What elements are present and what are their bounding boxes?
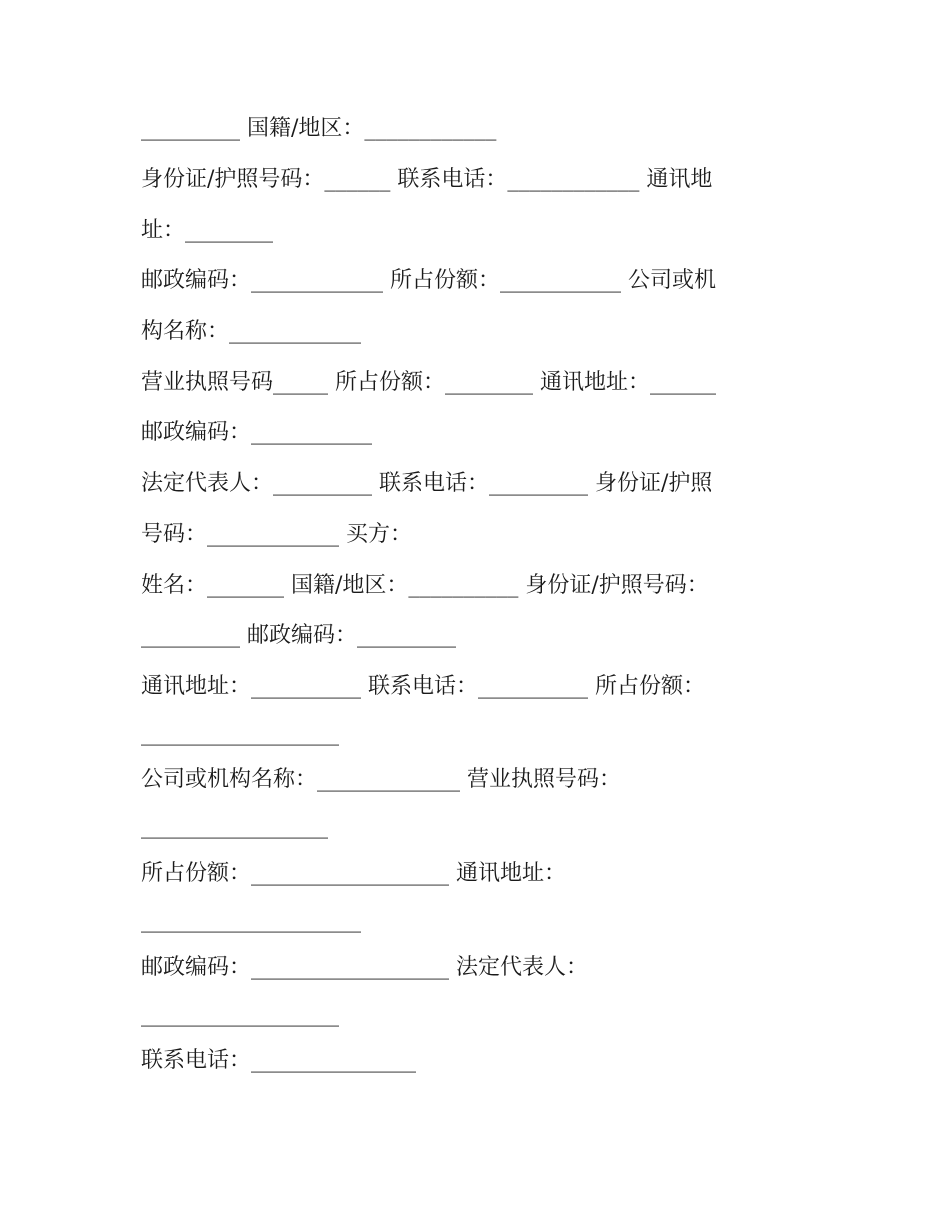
text-line: __________________	[141, 1002, 339, 1027]
text-line: _________ 邮政编码：_________	[141, 623, 456, 648]
text-line: 邮政编码：___________	[141, 420, 373, 445]
text-line: 址：________	[141, 218, 274, 243]
text-line: 邮政编码：____________ 所占份额：___________ 公司或机	[141, 268, 716, 293]
text-line: 营业执照号码_____ 所占份额：________ 通讯地址：______	[141, 370, 716, 395]
text-line: _________ 国籍/地区：____________	[141, 116, 497, 141]
text-line: 法定代表人：_________ 联系电话：_________ 身份证/护照	[141, 471, 713, 496]
text-line: ____________________	[141, 908, 361, 933]
text-line: __________________	[141, 721, 339, 746]
text-line: 联系电话：_______________	[141, 1048, 417, 1073]
text-line: 姓名：_______ 国籍/地区：__________ 身份证/护照号码：	[141, 573, 709, 598]
text-line: 通讯地址：__________ 联系电话：__________ 所占份额：	[141, 674, 705, 699]
text-line: 所占份额：__________________ 通讯地址：	[141, 861, 566, 886]
text-line: 邮政编码：__________________ 法定代表人：	[141, 955, 588, 980]
text-line: 构名称：____________	[141, 319, 362, 344]
text-line: _________________	[141, 814, 328, 839]
text-line: 身份证/护照号码：______ 联系电话：____________ 通讯地	[141, 167, 713, 192]
text-line: 公司或机构名称：_____________ 营业执照号码：	[141, 767, 621, 792]
text-line: 号码：____________ 买方：	[141, 522, 412, 547]
